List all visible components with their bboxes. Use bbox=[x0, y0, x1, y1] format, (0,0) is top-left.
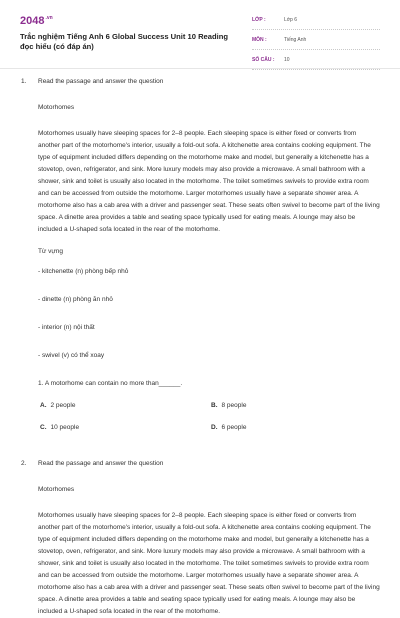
option-letter: C. bbox=[40, 424, 47, 431]
question-instruction: Read the passage and answer the question bbox=[38, 78, 164, 85]
option-b[interactable] bbox=[211, 402, 246, 409]
passage-text: Motorhomes usually have sleeping spaces for 2–8 people. Each sleeping space is either fixed or converts from another part of the motorhome's interior, usually a fold-out sofa. A kitchenette area contains cooking equipment. The type of equipment included differs depending on the motorhome make and model, but generally a kitchenette has a stovetop, oven, refrigerator, and sink. More luxury models may also provide a microwave. A small bathroom with a shower, sink and toilet is usually also located in the motorhome. The toilet sometimes swivels to provide extra room and can be accessed from outside the motorhome. Larger motorhomes usually have a separate shower area. A motorhome also has a cab area with a driver and passenger seat. These seats often swivel to become part of the living space. A dinette area provides a table and seating space typically used for eating meals. A lounge may also be included a U-shaped sofa located in the rear of the motorhome. bbox=[38, 130, 380, 233]
page-title: Trắc nghiệm Tiếng Anh 6 Global Success Unit 10 Reading đọc hiểu (có đáp án) bbox=[20, 32, 229, 51]
question-2 bbox=[0, 460, 400, 618]
answer-options bbox=[0, 396, 400, 440]
meta-row-subject bbox=[252, 36, 380, 50]
meta-label: MÔN : bbox=[252, 37, 267, 43]
option-text: 10 people bbox=[50, 424, 80, 431]
question-head bbox=[0, 78, 400, 92]
site-logo[interactable] bbox=[20, 15, 53, 27]
option-a[interactable] bbox=[40, 402, 75, 409]
question-list bbox=[0, 78, 400, 618]
meta-info bbox=[252, 16, 380, 76]
passage-text: Motorhomes usually have sleeping spaces for 2–8 people. Each sleeping space is either fixed or converts from another part of the motorhome's interior, usually a fold-out sofa. A kitchenette area contains cooking equipment. The type of equipment included differs depending on the motorhome make and model, but generally a kitchenette has a stovetop, oven, refrigerator, and sink. More luxury models may also provide a microwave. A small bathroom with a shower, sink and toilet is usually also located in the motorhome. The toilet sometimes swivels to provide extra room and can be accessed from outside the motorhome. Larger motorhomes usually have a separate shower area. A motorhome also has a cab area with a driver and passenger seat. These seats often swivel to become part of the living space. A dinette area provides a table and seating space typically used for eating meals. A lounge may also be included a U-shaped sofa located in the rear of the motorhome. bbox=[38, 512, 380, 615]
meta-value: 10 bbox=[284, 57, 290, 63]
question-instruction: Read the passage and answer the question bbox=[38, 460, 164, 467]
meta-value: Tiếng Anh bbox=[284, 37, 307, 43]
vocab-item: - dinette (n) phòng ăn nhỏ bbox=[38, 296, 113, 303]
vocab-item: - kitchenette (n) phòng bếp nhỏ bbox=[38, 268, 129, 275]
header-divider bbox=[0, 68, 400, 69]
vocab-item: - swivel (v) có thể xoay bbox=[38, 352, 105, 359]
vocab-title: Từ vựng bbox=[38, 248, 63, 255]
question-1 bbox=[0, 78, 400, 440]
question-number: 1. bbox=[21, 78, 27, 85]
option-text: 2 people bbox=[50, 402, 76, 409]
meta-row-class bbox=[252, 16, 380, 30]
vocab-item: - interior (n) nội thất bbox=[38, 324, 95, 331]
option-d[interactable] bbox=[211, 424, 246, 431]
option-c[interactable] bbox=[40, 424, 79, 431]
header bbox=[0, 0, 400, 66]
logo-sub: .vn bbox=[45, 15, 53, 21]
meta-value: Lớp 6 bbox=[284, 17, 298, 23]
option-letter: B. bbox=[211, 402, 218, 409]
meta-label: LỚP : bbox=[252, 17, 266, 23]
option-letter: A. bbox=[40, 402, 47, 409]
option-letter: D. bbox=[211, 424, 218, 431]
question-head bbox=[0, 460, 400, 474]
passage-title: Motorhomes bbox=[38, 486, 75, 493]
option-text: 6 people bbox=[221, 424, 247, 431]
option-text: 8 people bbox=[221, 402, 247, 409]
meta-label: SỐ CÂU : bbox=[252, 57, 275, 63]
logo-main: 2048 bbox=[20, 15, 45, 27]
question-number: 2. bbox=[21, 460, 27, 467]
passage-title: Motorhomes bbox=[38, 104, 75, 111]
question-text: 1. A motorhome can contain no more than______. bbox=[38, 380, 183, 387]
